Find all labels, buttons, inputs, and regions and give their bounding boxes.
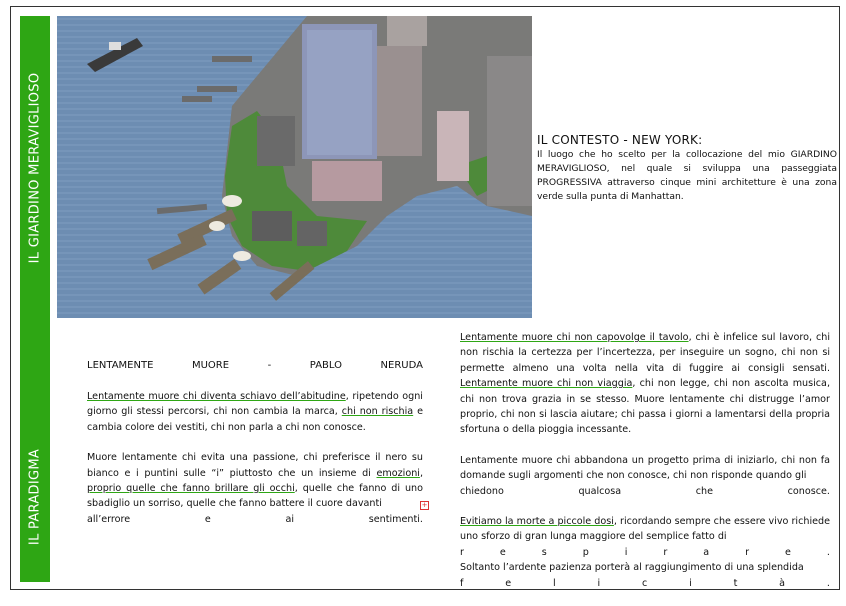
text: Lentamente muore chi abbandona un progetto prima di iniziarlo, chi non fa domande sugli argomenti che non conosce, chi non risponde quando gli [460,454,830,482]
letter: f [460,577,464,589]
letter: r [460,546,464,558]
poem-title [87,360,423,371]
highlight: Lentamente muore chi non capovolge il tavolo [460,332,689,343]
word: all’errore [87,513,131,525]
text: , ripetendo ogni giorno gli stessi percorsi, chi non cambia la marca, [87,391,423,418]
highlight: Evitiamo la morte a piccole dosi [460,516,614,528]
letter: r [745,546,750,558]
word: e [204,513,211,525]
poem-paragraph [460,514,830,591]
poem-paragraph [87,389,423,435]
letter: c [641,577,648,589]
sidebar-title-bottom: IL PARADIGMA [27,448,43,546]
letter: . [826,546,830,558]
highlight: chi non rischia [341,406,414,418]
word: ai [285,513,295,525]
text: , quelle che fanno di uno sbadiglio un sorriso, quelle che fanno battere il cuore davanti [87,483,423,510]
poem-paragraph [87,450,423,527]
word: qualcosa [578,485,622,497]
word: chiedono [460,485,504,497]
letter: r [663,546,668,558]
context-heading: IL CONTESTO - NEW YORK: [537,133,703,147]
poem-title-word: LENTAMENTE [87,360,154,371]
highlight: proprio quelle che fanno brillare gli occhi [87,483,295,495]
letter: i [597,577,601,589]
letter: . [826,577,830,589]
sidebar-title-top: IL GIARDINO MERAVIGLIOSO [27,72,43,264]
poem-title-word: NERUDA [380,360,423,371]
text: Muore lentamente chi evita una passione, chi preferisce il nero su bianco e i puntini sulle “i” piuttosto che un insieme di [87,452,423,479]
letter: i [689,577,692,589]
letter: a [703,546,710,558]
letter: e [505,577,512,589]
poem-title-word: - [267,360,272,371]
letter: t [733,577,738,589]
text: , ricordando sempre che essere vivo richiede uno sforzo di gran lunga maggiore del semplice fatto di [460,516,831,543]
context-section [537,133,837,204]
letter: e [499,546,506,558]
text: e cambia colore dei vestiti, chi non parla a chi non conosce. [87,406,423,433]
word: sentimenti. [368,513,423,525]
letter: p [582,546,589,558]
spread-line [460,545,830,560]
highlight: Lentamente muore chi non viaggia [460,378,633,390]
poem-paragraph [460,330,830,438]
letter: s [541,546,547,558]
letter: l [552,577,556,589]
poem-left-column [87,389,423,542]
text: Soltanto l’ardente pazienza porterà al raggiungimento di una splendida [460,562,804,574]
poem-right-column [460,330,830,606]
comment-marker-icon[interactable]: + [421,501,428,509]
spread-line [87,512,423,527]
highlight: emozioni [376,467,420,479]
letter: e [785,546,791,558]
poem-paragraph [460,453,830,499]
spread-line [460,484,830,499]
text: , [419,467,423,479]
manhattan-render-image [57,16,532,318]
letter: à [779,577,786,589]
highlight: Lentamente muore chi diventa schiavo dell’abitudine [87,391,346,402]
text: , chi è infelice sul lavoro, chi non rischia la certezza per l’incertezza, per inseguire un sogno, chi non si permette almeno una volta nella vita di fuggire ai consigli sensati. [460,332,830,374]
poem-title-word: MUORE [191,360,230,371]
text: , chi non legge, chi non ascolta musica, chi non trova grazia in se stesso. Muore lentamente chi distrugge l’amor proprio, chi non si lascia aiutare; chi passa i giorni a lamentarsi della propria sfortuna o della pioggia incessante. [460,378,830,436]
context-body: Il luogo che ho scelto per la collocazione del mio GIARDINO MERAVIGLIOSO, nel quale si sviluppa una passeggiata PROGRESSIVA attraverso cinque mini architetture è una zona verde sulla punta di Manhattan. [537,149,837,202]
letter: i [624,546,628,558]
word: conosce. [787,485,830,497]
word: che [695,485,714,497]
spread-line [460,576,830,591]
poem-title-word: PABLO [309,360,342,371]
